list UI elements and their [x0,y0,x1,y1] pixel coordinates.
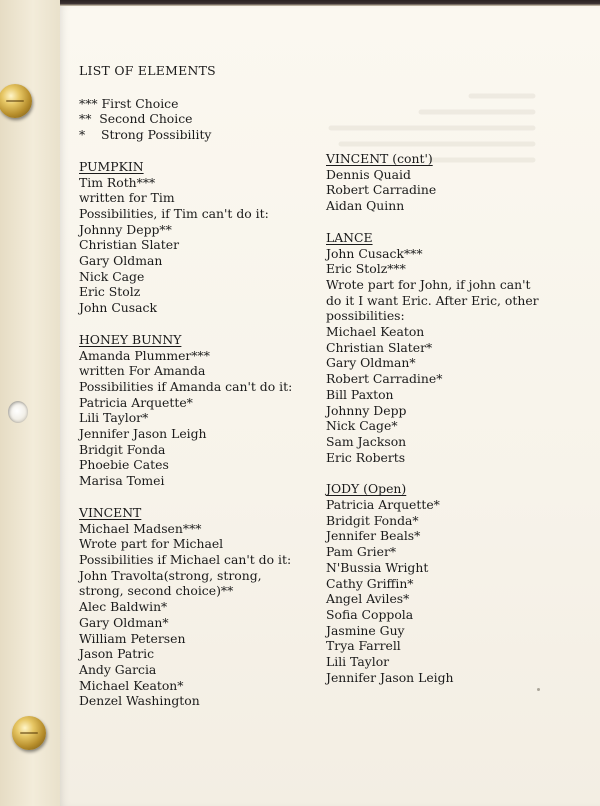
legend-second-choice: ** Second Choice [79,111,193,127]
list-item: Possibilities if Amanda can't do it: [79,378,293,394]
binder-strip [0,0,61,806]
list-item: Angel Aviles* [326,591,410,607]
brass-fastener-icon [12,716,46,750]
left-column [79,63,314,709]
list-item: Christian Slater* [326,339,433,355]
list-item: Michael Madsen*** [79,520,202,536]
list-item: William Petersen [79,630,186,646]
list-item: Robert Carradine* [326,371,443,387]
list-item: Patricia Arquette* [79,394,193,410]
list-item: Jason Patric [79,646,155,662]
section-lance [326,230,566,466]
list-item: Alec Baldwin* [79,599,168,615]
list-item: Robert Carradine [326,182,437,198]
list-item: Jennifer Jason Leigh [326,669,454,685]
list-item: Bridgit Fonda* [326,512,419,528]
list-item: Johnny Depp** [79,221,172,237]
list-item: Sofia Coppola [326,606,414,622]
list-item: Dennis Quaid [326,166,411,182]
paper-speck [537,688,540,691]
list-item: Gary Oldman* [326,355,416,371]
list-item: Gary Oldman [79,253,163,269]
list-item: Jasmine Guy [326,622,405,638]
section-heading-vincent: VINCENT [79,504,142,520]
section-jody [326,481,566,685]
list-item: Johnny Depp [326,402,407,418]
list-item: Wrote part for John, if john can't do it I want Eric. After Eric, other possibilities: [326,276,539,324]
section-heading-jody: JODY (Open) [326,481,407,497]
section-vincent-cont [326,151,566,214]
list-item: Nick Cage [79,268,145,284]
list-item: Tim Roth*** [79,174,156,190]
list-item: John Travolta(strong, strong, strong, second choice)** [79,567,262,599]
list-item: written for Tim [79,190,175,206]
list-item: Patricia Arquette* [326,497,440,513]
document-title: LIST OF ELEMENTS [79,63,216,78]
right-column [326,151,566,686]
list-item: Jennifer Beals* [326,528,421,544]
list-item: Gary Oldman* [79,614,169,630]
list-item: N'Bussia Wright [326,559,429,575]
list-item: Nick Cage* [326,418,398,434]
list-item: Trya Farrell [326,638,401,654]
list-item: Amanda Plummer*** [79,347,210,363]
list-item: Wrote part for Michael [79,536,224,552]
list-item: Sam Jackson [326,433,407,449]
list-item: Bridgit Fonda [79,441,166,457]
list-item: Eric Stolz [79,284,141,300]
list-item: John Cusack [79,300,157,316]
list-item: Christian Slater [79,237,180,253]
list-item: Eric Roberts [326,449,406,465]
legend-strong-possibility: * Strong Possibility [79,127,212,143]
list-item: Eric Stolz*** [326,261,406,277]
punch-hole-icon [8,401,28,423]
section-heading-honey-bunny: HONEY BUNNY [79,331,182,347]
section-heading-vincent-cont: VINCENT (cont') [326,151,433,166]
list-item: Michael Keaton [326,324,425,340]
list-item: Cathy Griffin* [326,575,414,591]
list-item: Lili Taylor* [79,410,149,426]
section-vincent [79,505,314,709]
list-item: Aidan Quinn [326,198,405,214]
section-pumpkin [79,159,314,316]
list-item: Possibilities, if Tim can't do it: [79,205,269,221]
list-item: Jennifer Jason Leigh [79,426,207,442]
legend [79,96,314,143]
section-honey-bunny [79,332,314,489]
list-item: written For Amanda [79,363,206,379]
list-item: Phoebie Cates [79,457,169,473]
list-item: Michael Keaton* [79,677,184,693]
list-item: Denzel Washington [79,693,200,709]
list-item: Pam Grier* [326,544,397,560]
list-item: Andy Garcia [79,661,157,677]
list-item: John Cusack*** [326,245,423,261]
list-item: Possibilities if Michael can't do it: [79,551,292,567]
section-heading-lance: LANCE [326,229,373,245]
legend-first-choice: *** First Choice [79,95,179,111]
list-item: Marisa Tomei [79,473,165,489]
section-heading-pumpkin: PUMPKIN [79,158,144,174]
list-item: Lili Taylor [326,654,390,670]
list-item: Bill Paxton [326,386,394,402]
